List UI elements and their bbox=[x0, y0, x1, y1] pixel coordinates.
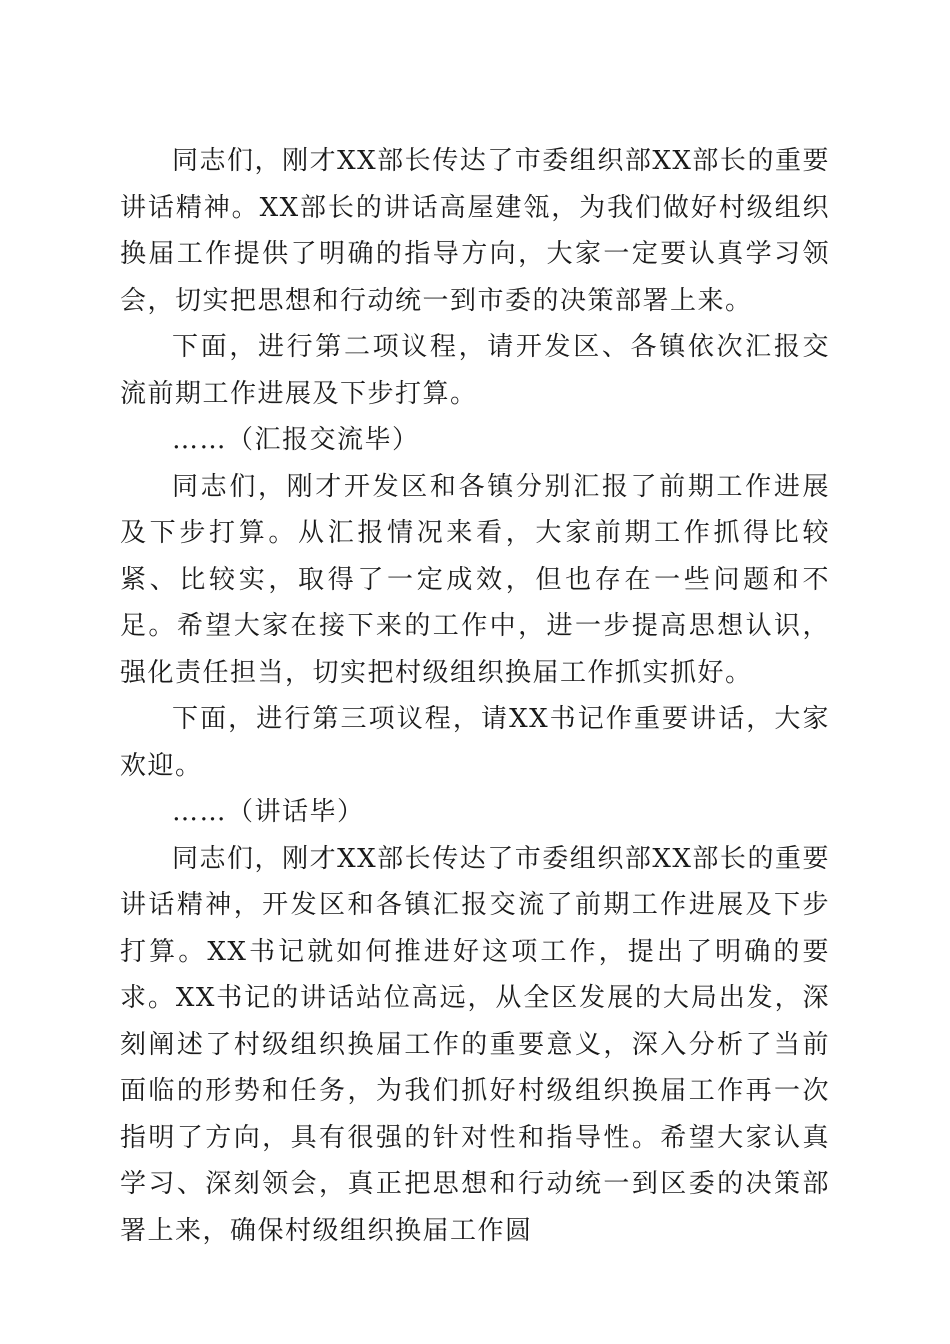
paragraph-report-summary: 同志们，刚才开发区和各镇分别汇报了前期工作进展及下步打算。从汇报情况来看，大家前期工作抓得比较紧、比较实，取得了一定成效，但也存在一些问题和不足。希望大家在接下来的工作中，进一步提高思想认识，强化责任担当，切实把村级组织换届工作抓实抓好。 bbox=[120, 471, 830, 688]
paragraph-ministry-speech-summary: 同志们，刚才XX部长传达了市委组织部XX部长的重要讲话精神。XX部长的讲话高屋建瓴，为我们做好村级组织换届工作提供了明确的指导方向，大家一定要认真学习领会，切实把思想和行动统一到市委的决策部署上来。 bbox=[120, 146, 830, 316]
paragraph-agenda-item-two: 下面，进行第二项议程，请开发区、各镇依次汇报交流前期工作进展及下步打算。 bbox=[120, 332, 830, 409]
paragraph-speech-end-note: ……（讲话毕） bbox=[172, 797, 365, 827]
paragraph-closing-summary: 同志们，刚才XX部长传达了市委组织部XX部长的重要讲话精神，开发区和各镇汇报交流了前期工作进展及下步打算。XX书记就如何推进好这项工作，提出了明确的要求。XX书记的讲话站位高远，从全区发展的大局出发，深刻阐述了村级组织换届工作的重要意义，深入分析了当前面临的形势和任务，为我们抓好村级组织换届工作再一次指明了方向，具有很强的针对性和指导性。希望大家认真学习、深刻领会，真正把思想和行动统一到区委的决策部署上来，确保村级组织换届工作圆 bbox=[120, 843, 830, 1246]
document-body bbox=[120, 138, 830, 1254]
paragraph-agenda-item-three: 下面，进行第三项议程，请XX书记作重要讲话，大家欢迎。 bbox=[120, 704, 830, 781]
paragraph-report-end-note: ……（汇报交流毕） bbox=[172, 425, 420, 455]
